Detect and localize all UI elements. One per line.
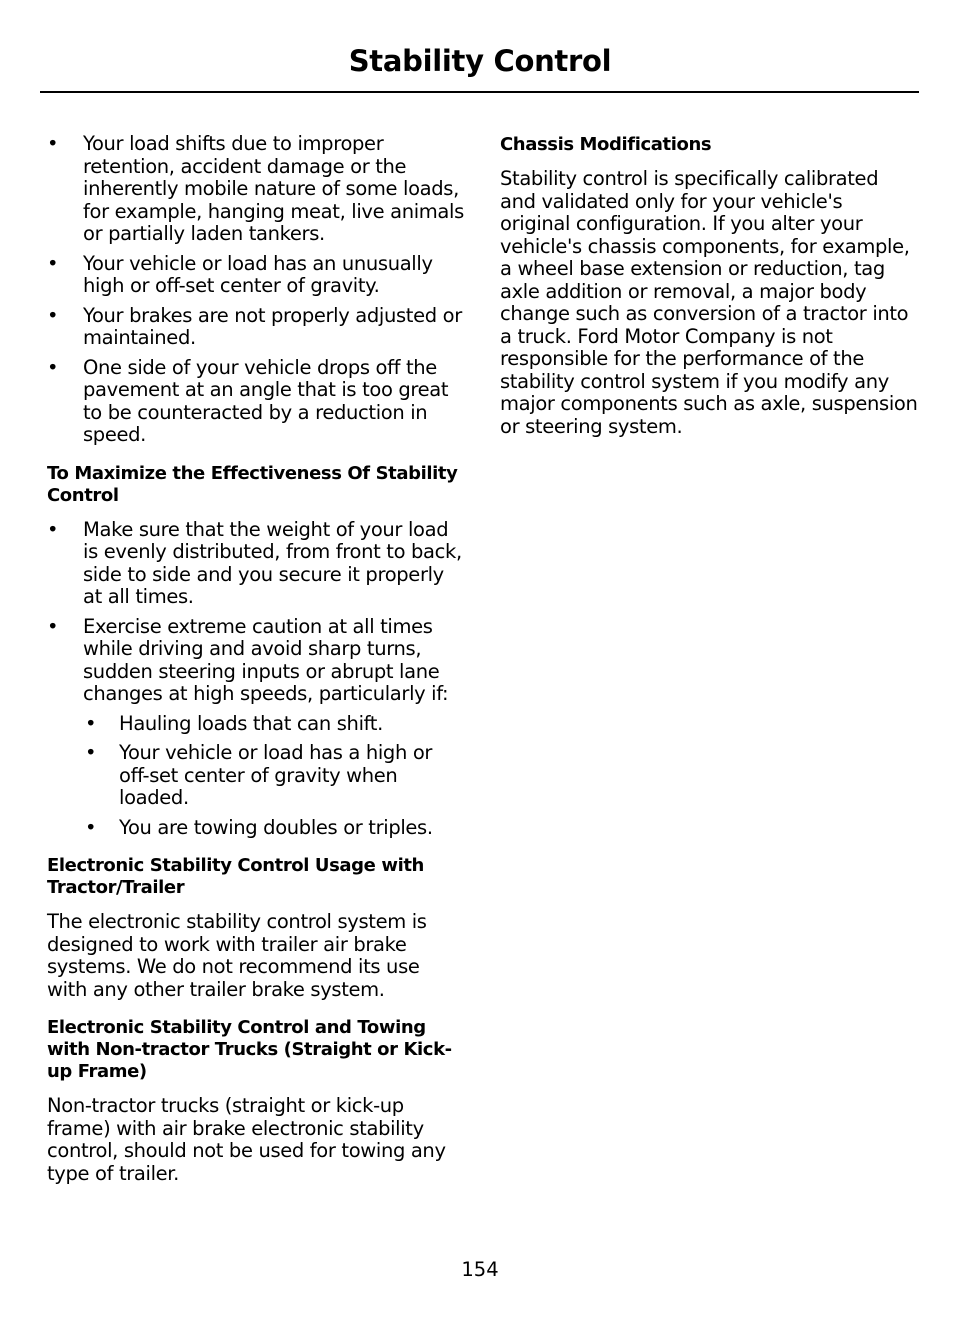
bullet-list-maximize <box>47 519 465 706</box>
list-item: • Your brakes are not properly adjusted or maintained. <box>47 305 465 350</box>
list-item: • Your vehicle or load has an unusually high or off-set center of gravity. <box>47 253 465 298</box>
header-divider <box>40 91 919 93</box>
paragraph-chassis: Stability control is specifically calibrated and validated only for your vehicle's original configuration. If you alter your vehicle's chassis components, for example, a wheel base extension or reduction, tag axle addition or removal, a major body change such as conversion of a tractor into a truck. Ford Motor Company is not responsible for the performance of the stability control system if you modify any major components such as axle, suspension or steering system. <box>500 167 918 438</box>
bullet-list-conditions <box>47 133 465 447</box>
sub-list-item: • Your vehicle or load has a high or off-set center of gravity when loaded. <box>47 742 465 810</box>
right-column <box>500 134 918 447</box>
paragraph-towing: Non-tractor trucks (straight or kick-up frame) with air brake electronic stability control, should not be used for towing any type of trailer. <box>47 1094 446 1185</box>
sub-bullet-list <box>47 713 465 840</box>
section-heading-towing: Electronic Stability Control and Towing with Non-tractor Trucks (Straight or Kick-up Frame) <box>47 1017 452 1082</box>
list-item: • Your load shifts due to improper retention, accident damage or the inherently mobile nature of some loads, for example, hanging meat, live animals or partially laden tankers. <box>47 133 465 246</box>
sub-list-item: • Hauling loads that can shift. <box>47 713 465 736</box>
section-heading-tractor-trailer: Electronic Stability Control Usage with Tractor/Trailer <box>47 855 424 898</box>
sub-list-item: • You are towing doubles or triples. <box>47 817 465 840</box>
section-heading-chassis: Chassis Modifications <box>500 134 712 155</box>
paragraph-tractor-trailer: The electronic stability control system is designed to work with trailer air brake systems. We do not recommend its use with any other trailer brake system. <box>47 910 427 1001</box>
section-heading-maximize: To Maximize the Effectiveness Of Stability Control <box>47 462 458 506</box>
list-item: • Make sure that the weight of your load is evenly distributed, from front to back, side to side and you secure it properly at all times. <box>47 519 465 609</box>
list-item: • Exercise extreme caution at all times while driving and avoid sharp turns, sudden steering inputs or abrupt lane changes at high speeds, particularly if: <box>47 616 465 706</box>
page-number: 154 <box>461 1258 499 1281</box>
left-column <box>47 133 465 1194</box>
list-item: • One side of your vehicle drops off the pavement at an angle that is too great to be counteracted by a reduction in speed. <box>47 357 465 447</box>
page-title: Stability Control <box>348 44 612 78</box>
